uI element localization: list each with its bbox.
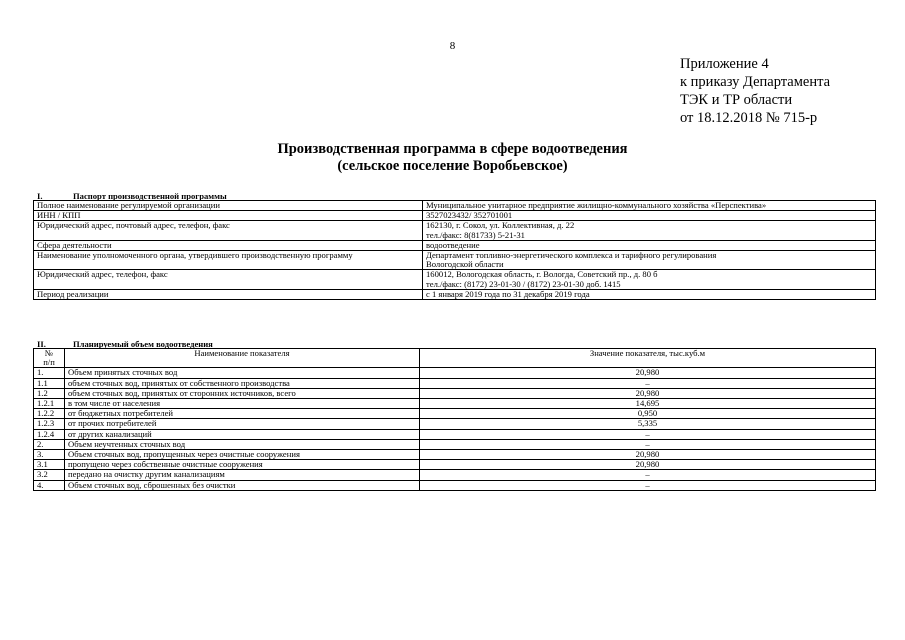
appendix-line: Приложение 4 bbox=[680, 56, 769, 72]
value-line: 162130, г. Сокол, ул. Коллективная, д. 22 bbox=[426, 220, 575, 231]
table-cell-value bbox=[423, 251, 876, 270]
section-title: Планируемый объем водоотведения bbox=[73, 339, 213, 349]
row-name: Объем принятых сточных вод bbox=[65, 368, 420, 378]
table-cell-value bbox=[423, 201, 876, 211]
section-title: Паспорт производственной программы bbox=[73, 191, 227, 201]
row-name: Объем сточных вод, сброшенных без очистки bbox=[65, 480, 420, 490]
row-number: 1.2.4 bbox=[34, 429, 65, 439]
value-line: водоотведение bbox=[426, 240, 480, 250]
row-name: пропущено через собственные очистные сооружения bbox=[65, 460, 420, 470]
table-row bbox=[34, 480, 876, 490]
row-name: от бюджетных потребителей bbox=[65, 409, 420, 419]
row-name: Объем неучтенных сточных вод bbox=[65, 439, 420, 449]
section-number: I. bbox=[37, 191, 43, 201]
table-cell-label: Сфера деятельности bbox=[34, 240, 423, 250]
table-cell-label: Юридический адрес, телефон, факс bbox=[34, 270, 423, 289]
table-cell-label: Полное наименование регулируемой организации bbox=[34, 201, 423, 211]
table-row bbox=[34, 221, 876, 240]
header-text: п/п bbox=[43, 357, 55, 368]
appendix-line: от 18.12.2018 № 715-р bbox=[680, 110, 818, 126]
table-row bbox=[34, 368, 876, 378]
row-value: – bbox=[420, 439, 876, 449]
row-value: – bbox=[420, 378, 876, 388]
row-number: 1.2.2 bbox=[34, 409, 65, 419]
value-line: с 1 января 2019 года по 31 декабря 2019 года bbox=[426, 289, 590, 299]
table-row bbox=[34, 289, 876, 299]
value-line: 3527023432/ 352701001 bbox=[426, 210, 513, 221]
table-row bbox=[34, 399, 876, 409]
appendix-line: ТЭК и ТР области bbox=[680, 92, 793, 108]
table-cell-value bbox=[423, 289, 876, 299]
table-cell-label: Период реализации bbox=[34, 289, 423, 299]
header-cell-value: Значение показателя, тыс.куб.м bbox=[420, 349, 876, 368]
table-row bbox=[34, 419, 876, 429]
row-value: 0,950 bbox=[420, 409, 876, 419]
title-subline: (сельское поселение Воробьевское) bbox=[337, 158, 568, 174]
table-row bbox=[34, 470, 876, 480]
row-number: 1.2.3 bbox=[34, 419, 65, 429]
row-number: 2. bbox=[34, 439, 65, 449]
appendix-block bbox=[680, 55, 830, 127]
row-name: объем сточных вод, принятых от собственного производства bbox=[65, 378, 420, 388]
table-row bbox=[34, 439, 876, 449]
table-row bbox=[34, 450, 876, 460]
passport-table bbox=[33, 200, 876, 300]
row-value: 20,980 bbox=[420, 450, 876, 460]
row-value: – bbox=[420, 480, 876, 490]
table-row bbox=[34, 270, 876, 289]
title-line: Производственная программа в сфере водоотведения bbox=[277, 141, 628, 157]
row-name: в том числе от населения bbox=[65, 399, 420, 409]
table-cell-value bbox=[423, 221, 876, 240]
table-cell-label: ИНН / КПП bbox=[34, 211, 423, 221]
row-name: от прочих потребителей bbox=[65, 419, 420, 429]
row-value: 5,335 bbox=[420, 419, 876, 429]
value-line: Департамент топливно-энергетического комплекса и тарифного регулирования bbox=[426, 250, 717, 261]
value-line: 160012, Вологодская область, г. Вологда, Советский пр., д. 80 б bbox=[426, 269, 658, 280]
table-row bbox=[34, 211, 876, 221]
table-header-row bbox=[34, 349, 876, 368]
table-cell-label: Наименование уполномоченного органа, утвердившего производственную программу bbox=[34, 251, 423, 270]
row-number: 1. bbox=[34, 368, 65, 378]
table-row bbox=[34, 409, 876, 419]
row-value: – bbox=[420, 470, 876, 480]
row-number: 4. bbox=[34, 480, 65, 490]
row-name: Объем сточных вод, пропущенных через очистные сооружения bbox=[65, 450, 420, 460]
row-name: объем сточных вод, принятых от сторонних источников, всего bbox=[65, 388, 420, 398]
table-row bbox=[34, 429, 876, 439]
table-row bbox=[34, 460, 876, 470]
table-row bbox=[34, 378, 876, 388]
row-name: передано на очистку другим канализациям bbox=[65, 470, 420, 480]
volume-table bbox=[33, 348, 876, 491]
table-cell-value bbox=[423, 211, 876, 221]
value-line: Муниципальное унитарное предприятие жилищно-коммунального хозяйства «Перспектива» bbox=[426, 200, 767, 210]
row-number: 1.2.1 bbox=[34, 399, 65, 409]
header-cell-number bbox=[34, 349, 65, 368]
page-number: 8 bbox=[449, 40, 456, 52]
row-number: 3.2 bbox=[34, 470, 65, 480]
header-text: № bbox=[44, 348, 54, 358]
table-row bbox=[34, 240, 876, 250]
row-number: 3. bbox=[34, 450, 65, 460]
row-number: 3.1 bbox=[34, 460, 65, 470]
value-line: Вологодской области bbox=[426, 259, 504, 270]
table-cell-value bbox=[423, 270, 876, 289]
table-row bbox=[34, 201, 876, 211]
section-number: II. bbox=[37, 339, 46, 349]
header-cell-name: Наименование показателя bbox=[65, 349, 420, 368]
row-value: – bbox=[420, 429, 876, 439]
value-line: тел./факс: (8172) 23-01-30 / (8172) 23-01-30 доб. 1415 bbox=[426, 278, 621, 289]
table-cell-value bbox=[423, 240, 876, 250]
row-name: от других канализаций bbox=[65, 429, 420, 439]
row-value: 14,695 bbox=[420, 399, 876, 409]
table-row bbox=[34, 251, 876, 270]
row-value: 20,980 bbox=[420, 388, 876, 398]
row-value: 20,980 bbox=[420, 368, 876, 378]
table-cell-label: Юридический адрес, почтовый адрес, телефон, факс bbox=[34, 221, 423, 240]
row-number: 1.1 bbox=[34, 378, 65, 388]
table-row bbox=[34, 388, 876, 398]
appendix-line: к приказу Департамента bbox=[680, 74, 831, 90]
row-value: 20,980 bbox=[420, 460, 876, 470]
value-line: тел./факс: 8(81733) 5-21-31 bbox=[426, 229, 525, 240]
document-title bbox=[0, 141, 905, 175]
row-number: 1.2 bbox=[34, 388, 65, 398]
